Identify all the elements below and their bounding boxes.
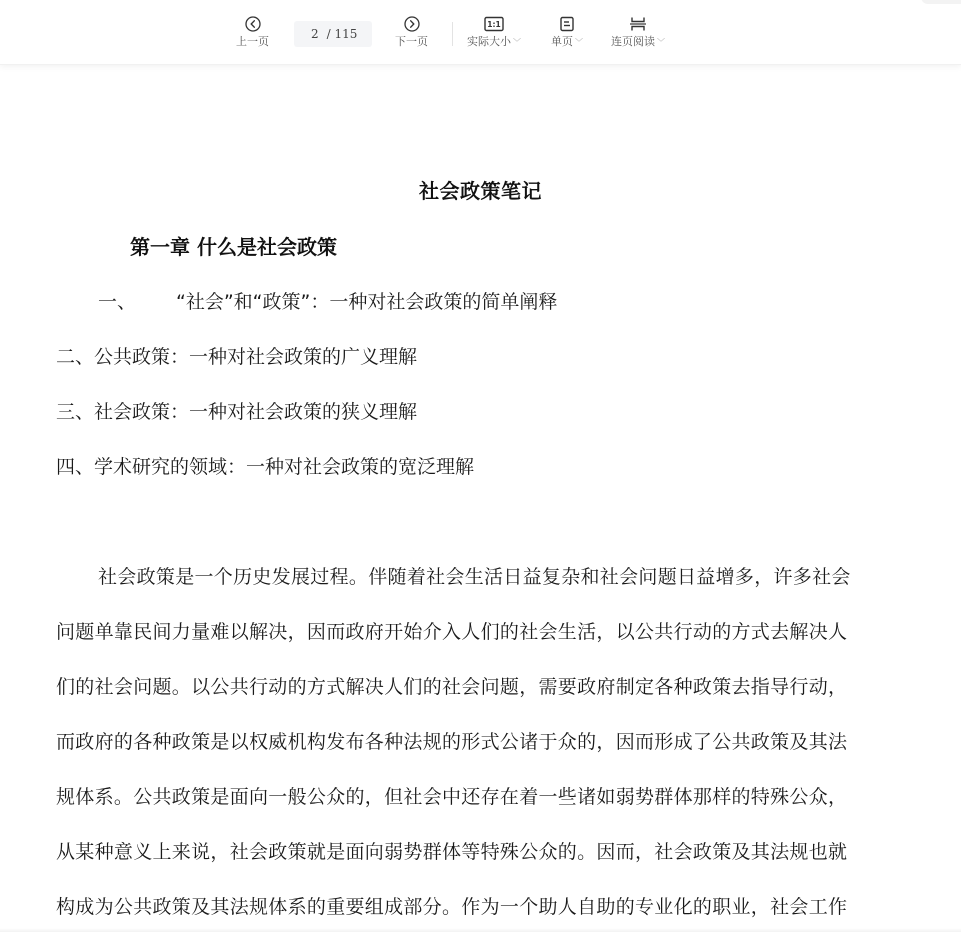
toc-item-text: 二、公共政策：一种对社会政策的广义理解 bbox=[56, 346, 418, 368]
body-text-line: 问题单靠民间力量难以解决，因而政府开始介入人们的社会生活，以公共行动的方式去解决人 bbox=[56, 621, 848, 643]
continuous-pages-icon bbox=[629, 16, 647, 32]
toc-item-text: 四、学术研究的领域：一种对社会政策的宽泛理解 bbox=[56, 456, 475, 478]
chevron-right-circle-icon bbox=[404, 16, 420, 32]
toc-item-number: 一、 bbox=[98, 291, 137, 313]
actual-size-icon bbox=[484, 16, 504, 32]
toc-item bbox=[56, 397, 417, 424]
next-page-button[interactable] bbox=[395, 16, 428, 48]
body-text-line: 构成为公共政策及其法规体系的重要组成部分。作为一个助人自助的专业化的职业，社会工作 bbox=[56, 896, 848, 918]
chevron-down-icon: ﹀ bbox=[657, 38, 665, 47]
prev-page-button[interactable] bbox=[236, 16, 269, 48]
body-text-line: 从某种意义上来说，社会政策就是面向弱势群体等特殊公众的。因而，社会政策及其法规也就 bbox=[56, 841, 848, 863]
continuous-reading-label: 连页阅读 bbox=[611, 35, 655, 48]
page-number-box[interactable] bbox=[294, 21, 372, 47]
body-text-line: 们的社会问题。以公共行动的方式解决人们的社会问题，需要政府制定各种政策去指导行动， bbox=[56, 676, 848, 698]
chevron-down-icon: ﹀ bbox=[513, 38, 521, 47]
chapter-heading: 第一章 什么是社会政策 bbox=[130, 235, 337, 259]
page-number-input[interactable] bbox=[305, 27, 319, 41]
toc-item-text: 三、社会政策：一种对社会政策的狭义理解 bbox=[56, 401, 418, 423]
body-text-line: 社会政策是一个历史发展过程。伴随着社会生活日益复杂和社会问题日益增多，许多社会 bbox=[98, 566, 851, 588]
chevron-down-icon: ﹀ bbox=[575, 38, 583, 47]
document-title: 社会政策笔记 bbox=[419, 179, 542, 203]
toc-item bbox=[56, 342, 417, 369]
reader-toolbar bbox=[0, 0, 961, 65]
actual-size-icon-text: 1:1 bbox=[487, 20, 501, 30]
actual-size-label: 实际大小 bbox=[467, 35, 511, 48]
single-page-label: 单页 bbox=[551, 35, 573, 48]
toolbar-divider bbox=[452, 22, 453, 46]
chevron-left-circle-icon bbox=[245, 16, 261, 32]
document-page bbox=[0, 64, 961, 932]
actual-size-button[interactable] bbox=[467, 16, 521, 49]
single-page-icon bbox=[559, 16, 575, 32]
corner-tab bbox=[921, 0, 961, 4]
body-text-line: 规体系。公共政策是面向一般公众的，但社会中还存在着一些诸如弱势群体那样的特殊公众， bbox=[56, 786, 848, 808]
toc-item bbox=[56, 452, 474, 479]
single-page-button[interactable] bbox=[551, 16, 583, 49]
toc-item-text: “社会”和“政策”：一种对社会政策的简单阐释 bbox=[176, 291, 558, 313]
toc-item bbox=[98, 287, 557, 314]
prev-page-label: 上一页 bbox=[236, 35, 269, 48]
page-bottom-edge bbox=[0, 928, 961, 932]
page-total: / 115 bbox=[326, 27, 358, 41]
continuous-reading-button[interactable] bbox=[611, 16, 665, 49]
body-text-line: 而政府的各种政策是以权威机构发布各种法规的形式公诸于众的，因而形成了公共政策及其法 bbox=[56, 731, 848, 753]
next-page-label: 下一页 bbox=[395, 35, 428, 48]
